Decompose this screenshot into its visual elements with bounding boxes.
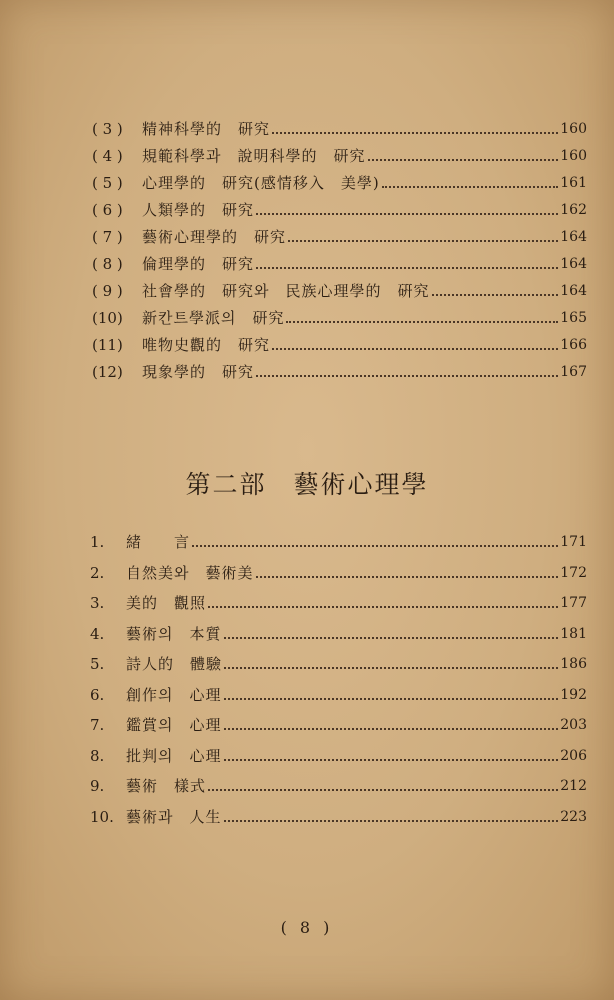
toc-entry-page: 161 bbox=[560, 175, 587, 191]
toc-entry-page: 162 bbox=[560, 202, 587, 218]
toc-leader-dots bbox=[224, 666, 558, 669]
toc-entry-title: 倫理學的 研究 bbox=[142, 255, 255, 273]
toc-entry-page: 164 bbox=[560, 283, 587, 299]
toc-entry-title: 新칸트學派의 研究 bbox=[142, 309, 285, 327]
toc-entry-number: 7. bbox=[90, 716, 105, 734]
toc-entry bbox=[92, 174, 587, 192]
toc-entry-page: 160 bbox=[560, 148, 587, 164]
toc-entry-number: (11) bbox=[92, 336, 123, 354]
toc-entry-page: 223 bbox=[560, 808, 587, 825]
toc-leader-dots bbox=[192, 544, 558, 547]
toc-entry bbox=[90, 808, 587, 826]
toc-leader-dots bbox=[272, 347, 558, 350]
toc-entry bbox=[92, 309, 587, 327]
toc-entry-page: 192 bbox=[560, 686, 587, 703]
toc-leader-dots bbox=[432, 293, 559, 296]
toc-leader-dots bbox=[208, 605, 558, 608]
toc-entry-title: 人類學的 研究 bbox=[142, 201, 255, 219]
toc-entry-page: 165 bbox=[560, 310, 587, 326]
toc-entry-number: 4. bbox=[90, 624, 105, 643]
toc-entry-title: 自然美와 藝術美 bbox=[126, 563, 254, 582]
toc-entry bbox=[90, 655, 587, 673]
toc-entry-number: 6. bbox=[90, 685, 105, 704]
toc-leader-dots bbox=[208, 788, 558, 791]
toc-entry-number: 2. bbox=[90, 563, 105, 582]
toc-entry-number: ( 3 ) bbox=[92, 120, 123, 138]
toc-entry-number: ( 8 ) bbox=[92, 255, 123, 273]
toc-entry-page: 160 bbox=[560, 121, 587, 137]
toc-entry bbox=[90, 777, 587, 795]
toc-entry-title: 詩人的 體驗 bbox=[126, 655, 223, 673]
toc-entry-number: 8. bbox=[90, 746, 105, 765]
toc-leader-dots bbox=[224, 636, 559, 639]
toc-entry-page: 171 bbox=[560, 534, 587, 550]
toc-entry bbox=[90, 625, 587, 643]
toc-entry bbox=[90, 594, 587, 612]
toc-entry-page: 206 bbox=[560, 747, 587, 764]
toc-leader-dots bbox=[224, 819, 559, 822]
toc-leader-dots bbox=[224, 727, 559, 730]
toc-entry-page: 172 bbox=[560, 564, 587, 581]
toc-entry-title: 唯物史觀的 研究 bbox=[142, 336, 271, 354]
toc-entry-number: ( 6 ) bbox=[92, 201, 123, 219]
toc-entry-number: 10. bbox=[90, 807, 114, 826]
toc-entry-title: 藝術의 本質 bbox=[126, 624, 222, 643]
toc-entry-number: ( 4 ) bbox=[92, 147, 123, 165]
toc-entry-page: 181 bbox=[560, 625, 587, 642]
toc-entry-title: 藝術과 人生 bbox=[126, 807, 222, 826]
toc-entry-number: 9. bbox=[90, 777, 105, 795]
toc-entry-page: 212 bbox=[560, 778, 587, 794]
toc-entry-number: ( 9 ) bbox=[92, 282, 123, 300]
toc-entry-number: 3. bbox=[90, 594, 105, 612]
toc-entry-title: 緒 言 bbox=[126, 533, 191, 551]
toc-leader-dots bbox=[224, 697, 559, 700]
toc-entry-page: 167 bbox=[560, 364, 587, 380]
toc-entry bbox=[92, 147, 587, 165]
toc-entry-page: 164 bbox=[560, 229, 587, 245]
toc-entry bbox=[92, 228, 587, 246]
toc-entry-page: 164 bbox=[560, 256, 587, 272]
toc-entry bbox=[92, 120, 587, 138]
toc-entry bbox=[90, 533, 587, 551]
toc-entry bbox=[92, 336, 587, 354]
toc-entry bbox=[92, 201, 587, 219]
toc-entry-page: 203 bbox=[560, 717, 587, 733]
toc-leader-dots bbox=[368, 158, 559, 161]
toc-entry-title: 心理學的 研究(感情移入 美學) bbox=[142, 174, 380, 192]
toc-entry-number: ( 7 ) bbox=[92, 228, 123, 246]
toc-leader-dots bbox=[256, 212, 558, 215]
toc-entry bbox=[90, 686, 587, 704]
toc-entry-page: 166 bbox=[560, 337, 587, 353]
toc-entry-number: (12) bbox=[92, 363, 123, 381]
toc-leader-dots bbox=[382, 185, 559, 188]
toc-entry-title: 社會學的 研究와 民族心理學的 硏究 bbox=[142, 282, 430, 300]
toc-leader-dots bbox=[288, 239, 558, 242]
toc-entry bbox=[90, 747, 587, 765]
toc-entry-title: 藝術 樣式 bbox=[126, 777, 207, 795]
toc-entry-title: 批判의 心理 bbox=[126, 746, 222, 765]
toc-entry bbox=[90, 564, 587, 582]
toc-entry bbox=[92, 255, 587, 273]
toc-entry-number: 1. bbox=[90, 533, 105, 551]
toc-entry-page: 177 bbox=[560, 595, 587, 611]
toc-entry-page: 186 bbox=[560, 656, 587, 672]
toc-leader-dots bbox=[256, 575, 559, 578]
toc-entry bbox=[92, 282, 587, 300]
toc-entry-title: 精神科學的 研究 bbox=[142, 120, 271, 138]
section-heading: 第二部 藝術心理學 bbox=[185, 470, 429, 499]
toc-entry-number: 5. bbox=[90, 655, 105, 673]
toc-entry-title: 藝術心理學的 研究 bbox=[142, 228, 287, 246]
toc-entry-title: 現象學的 研究 bbox=[142, 363, 255, 381]
toc-entry-title: 美的 觀照 bbox=[126, 594, 207, 612]
toc-leader-dots bbox=[286, 320, 558, 323]
page-number: ( 8 ) bbox=[280, 918, 334, 937]
toc-leader-dots bbox=[256, 374, 558, 377]
toc-entry-title: 鑑賞의 心理 bbox=[126, 716, 222, 734]
toc-entry-title: 規範科學과 說明科學的 研究 bbox=[142, 147, 366, 165]
toc-leader-dots bbox=[272, 131, 558, 134]
toc-leader-dots bbox=[256, 266, 558, 269]
toc-entry-number: (10) bbox=[92, 309, 123, 327]
toc-entry-number: ( 5 ) bbox=[92, 174, 123, 192]
toc-entry bbox=[90, 716, 587, 734]
toc-entry bbox=[92, 363, 587, 381]
toc-entry-title: 創作의 心理 bbox=[126, 685, 222, 704]
toc-leader-dots bbox=[224, 758, 559, 761]
